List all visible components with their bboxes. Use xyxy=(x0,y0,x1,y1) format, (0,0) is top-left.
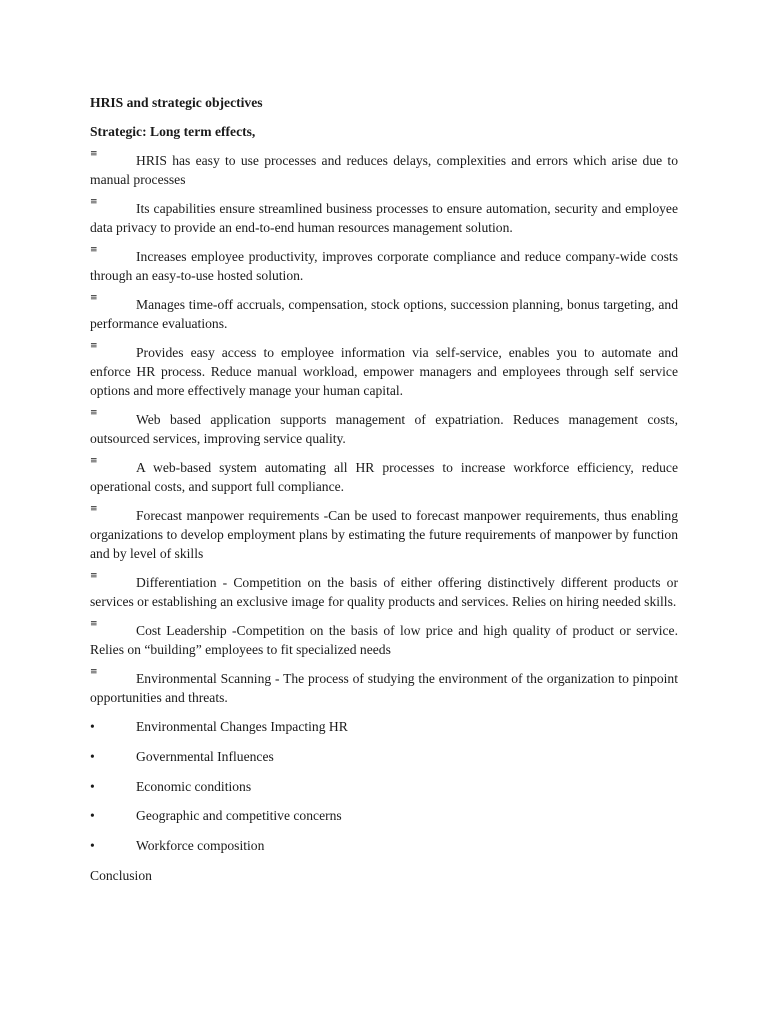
list-item-text: Economic conditions xyxy=(136,778,252,794)
conclusion-heading: Conclusion xyxy=(90,867,152,883)
paragraph-marker-icon: ≡ xyxy=(90,245,98,255)
paragraph-marker-icon: ≡ xyxy=(90,504,98,514)
document-heading: HRIS and strategic objectives xyxy=(90,95,263,110)
paragraph-6 xyxy=(90,410,678,448)
bullet-icon: • xyxy=(90,808,95,824)
list-item xyxy=(90,747,678,766)
list-item xyxy=(90,777,678,796)
paragraph-10 xyxy=(90,621,678,659)
paragraph-2 xyxy=(90,199,678,237)
paragraph-text: Provides easy access to employee information via self-service, enables you to automate and enforce HR process. Reduce manual workload, empower managers and employees through self service options and more effectively manage your human capital. xyxy=(90,345,678,398)
list-item-text: Governmental Influences xyxy=(136,748,274,764)
paragraph-marker-icon: ≡ xyxy=(90,456,98,466)
paragraph-3 xyxy=(90,247,678,285)
list-item-text: Geographic and competitive concerns xyxy=(136,808,342,824)
paragraph-marker-icon: ≡ xyxy=(90,667,98,677)
bullet-icon: • xyxy=(90,778,95,794)
paragraph-text: Increases employee productivity, improves corporate compliance and reduce company-wide costs through an easy-to-use hosted solution. xyxy=(90,249,678,283)
bullet-icon: • xyxy=(90,719,95,734)
list-item xyxy=(90,836,678,855)
paragraph-5 xyxy=(90,343,678,400)
paragraph-text: Web based application supports management of expatriation. Reduces management costs, outsourced services, improving service quality. xyxy=(90,412,678,446)
paragraph-marker-icon: ≡ xyxy=(90,341,98,351)
document-page xyxy=(90,93,678,885)
paragraph-text: HRIS has easy to use processes and reduces delays, complexities and errors which arise due to manual processes xyxy=(90,153,678,187)
paragraph-marker-icon: ≡ xyxy=(90,619,98,629)
paragraph-4 xyxy=(90,295,678,333)
paragraph-marker-icon: ≡ xyxy=(90,293,98,303)
list-item-text: Workforce composition xyxy=(136,838,265,854)
document-subheading: Strategic: Long term effects, xyxy=(90,124,256,139)
paragraph-7 xyxy=(90,458,678,496)
paragraph-marker-icon: ≡ xyxy=(90,408,98,418)
paragraph-marker-icon: ≡ xyxy=(90,149,98,159)
paragraph-text: Manages time-off accruals, compensation, stock options, succession planning, bonus targeting, and performance evaluations. xyxy=(90,297,678,331)
list-item xyxy=(90,806,678,825)
bullet-icon: • xyxy=(90,838,95,854)
list-item xyxy=(90,717,678,736)
paragraph-1 xyxy=(90,151,678,189)
list-item-text: Environmental Changes Impacting HR xyxy=(136,719,348,734)
paragraph-text: A web-based system automating all HR processes to increase workforce efficiency, reduce operational costs, and support full compliance. xyxy=(90,460,678,494)
paragraph-text: Differentiation - Competition on the basis of either offering distinctively different products or services or establishing an exclusive image for quality products and services. Relies on hiring needed skills. xyxy=(90,575,678,609)
paragraph-8 xyxy=(90,506,678,563)
paragraph-9 xyxy=(90,573,678,611)
paragraph-marker-icon: ≡ xyxy=(90,571,98,581)
paragraph-text: Cost Leadership -Competition on the basis of low price and high quality of product or service. Relies on “building” employees to fit specialized needs xyxy=(90,623,678,657)
paragraph-marker-icon: ≡ xyxy=(90,197,98,207)
paragraph-11 xyxy=(90,669,678,707)
bullet-icon: • xyxy=(90,748,95,764)
paragraph-text: Forecast manpower requirements -Can be used to forecast manpower requirements, thus enabling organizations to develop employment plans by estimating the future requirements of manpower by function and by level of skills xyxy=(90,508,678,561)
paragraph-text: Environmental Scanning - The process of studying the environment of the organization to pinpoint opportunities and threats. xyxy=(90,671,678,705)
paragraph-text: Its capabilities ensure streamlined business processes to ensure automation, security and employee data privacy to provide an end-to-end human resources management solution. xyxy=(90,201,678,235)
